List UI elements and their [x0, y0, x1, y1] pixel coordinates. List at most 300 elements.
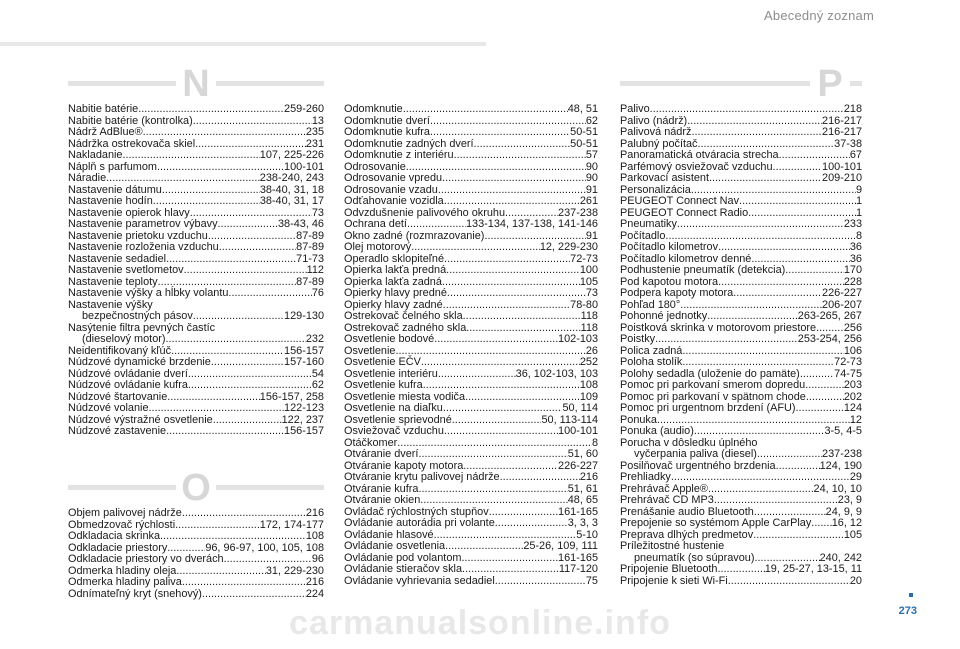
- entry-term: Preprava dlhých predmetov: [620, 528, 754, 541]
- entry-term: Prehliadky: [620, 471, 671, 483]
- entry-pages: 202: [843, 390, 862, 403]
- index-entry: [68, 508, 324, 520]
- entry-pages: 50, 113-114: [541, 413, 598, 426]
- entry-pages: 216: [579, 471, 598, 483]
- entry-pages: 12, 229-230: [539, 241, 598, 253]
- entry-pages: 3, 3, 3: [567, 517, 598, 529]
- entry-term: Prenášanie audio Bluetooth: [620, 505, 754, 518]
- dot-leader: [454, 150, 586, 162]
- index-entry: [344, 495, 598, 507]
- entry-term: Nastavenie sedadiel: [68, 252, 167, 265]
- entry-pages: 5-10: [576, 528, 598, 541]
- entry-pages: 50-51: [570, 137, 598, 150]
- entry-term: Odťahovanie vozidla: [344, 195, 444, 207]
- index-entry: [620, 518, 862, 530]
- entry-pages: 122, 237: [281, 413, 324, 426]
- index-entry: [620, 173, 862, 185]
- dot-leader: [714, 495, 838, 507]
- entry-pages: 72-73: [570, 252, 598, 265]
- dot-leader: [796, 403, 844, 415]
- dot-leader: [447, 288, 586, 300]
- entry-pages: 105: [843, 528, 862, 541]
- entry-pages: 102-103: [558, 333, 598, 345]
- index-entry: [68, 403, 324, 415]
- index-entry: [68, 150, 324, 162]
- entry-pages: 170: [843, 264, 862, 276]
- dot-leader: [175, 520, 260, 532]
- dot-leader: [691, 127, 822, 139]
- index-entry: [344, 219, 598, 231]
- dot-leader: [677, 219, 844, 231]
- entry-term: Nastavenie hodín: [68, 195, 153, 207]
- entry-pages: 237-238: [822, 448, 862, 460]
- dot-leader: [495, 518, 568, 530]
- dot-leader: [462, 564, 559, 576]
- entry-term: Nastavenie parametrov výbavy: [68, 218, 218, 230]
- entry-pages: 9: [855, 183, 862, 196]
- entry-term: Náplň s parfumom: [68, 160, 157, 173]
- entry-pages: 29: [849, 471, 862, 483]
- entry-pages: 100: [579, 264, 598, 276]
- dot-leader: [708, 484, 814, 496]
- entry-pages: 48, 65: [567, 494, 598, 506]
- entry-term: Núdzové dynamické brzdenie: [68, 356, 211, 368]
- entry-pages: 13: [311, 114, 324, 127]
- entry-term: Olej motorový: [344, 241, 412, 253]
- dot-leader: [757, 449, 822, 461]
- dot-leader: [411, 242, 540, 254]
- entry-term: Osvetlenie EČV: [344, 356, 421, 368]
- entry-pages: 62: [311, 379, 324, 391]
- dot-leader: [442, 173, 586, 185]
- entry-term: Prehrávač CD MP3: [620, 494, 714, 506]
- entry-term: Otáčkomer: [344, 436, 398, 449]
- index-entry: [68, 577, 324, 589]
- letter-n: N: [176, 64, 216, 104]
- entry-pages: 38-40, 31, 18: [259, 183, 324, 196]
- entry-term: vyčerpania paliva (diesel): [634, 448, 757, 460]
- entry-pages: 216-217: [822, 126, 862, 138]
- entry-term: Nádrž AdBlue®: [68, 126, 143, 138]
- index-entry: [344, 242, 598, 254]
- dot-leader: [193, 116, 312, 128]
- entry-pages: 1: [855, 195, 862, 207]
- entry-pages: 261: [579, 195, 598, 207]
- entry-pages: 51, 61: [567, 482, 598, 495]
- entry-term: Ochrana detí: [344, 218, 407, 230]
- entry-term: Osviežovač vzduchu: [344, 425, 444, 437]
- entry-pages: 157-160: [284, 356, 324, 368]
- entry-term: Osvetlenie na diaľku: [344, 402, 443, 414]
- entry-pages: 36: [849, 252, 862, 265]
- entry-term: Obmedzovač rýchlosti: [68, 518, 176, 531]
- entry-pages: 50-51: [570, 126, 598, 138]
- entry-term: Ovládanie stieračov skla: [344, 563, 463, 575]
- entry-pages: 50, 114: [562, 402, 598, 414]
- index-entry: [620, 196, 862, 208]
- dot-leader: [444, 196, 580, 208]
- index-entry: [620, 265, 862, 277]
- entry-pages: 100-101: [822, 160, 862, 173]
- entry-pages: 209-210: [822, 172, 862, 184]
- entry-pages: 216: [305, 576, 324, 588]
- entry-pages: 90: [585, 160, 598, 173]
- dot-leader: [442, 277, 580, 289]
- entry-term: Ostrekovač zadného skla: [344, 321, 467, 334]
- entry-pages: 48, 51: [567, 103, 598, 115]
- entry-term: (dieselový motor): [82, 333, 166, 345]
- entry-term: Poistková skrinka v motorovom priestore: [620, 321, 817, 334]
- entry-term: Odrosovanie vzadu: [344, 183, 438, 196]
- entry-pages: 156-157: [284, 425, 324, 437]
- dot-leader: [123, 150, 260, 162]
- entry-term: Núdzové volanie: [68, 402, 149, 414]
- entry-term: Osvetlenie interiéru: [344, 367, 438, 380]
- entry-pages: 256: [843, 321, 862, 334]
- entry-term: Núdzové ovládanie dverí: [68, 367, 188, 380]
- entry-pages: 129-130: [284, 310, 324, 322]
- entry-pages: 133-134, 137-138, 141-146: [465, 218, 598, 230]
- entry-term: Počítadlo: [620, 229, 666, 242]
- dot-leader: [718, 242, 850, 254]
- dot-leader: [709, 173, 822, 185]
- entry-pages: 36, 102-103, 103: [515, 367, 598, 380]
- dot-leader: [728, 576, 850, 588]
- entry-term: Posilňovač urgentného brzdenia: [620, 459, 776, 472]
- index-entry: [68, 196, 324, 208]
- entry-term: Nastavenie prietoku vzduchu: [68, 229, 208, 242]
- index-entry: [344, 104, 598, 116]
- entry-term: Núdzové výstražné osvetlenie: [68, 413, 213, 426]
- index-entry: [620, 311, 862, 323]
- dot-leader: [420, 495, 567, 507]
- entry-pages: 62: [585, 114, 598, 127]
- entry-term: Pohľad 180°: [620, 298, 681, 311]
- entry-term: Palubný počítač: [620, 137, 698, 150]
- entry-pages: 235: [305, 126, 324, 138]
- index-entry: [344, 288, 598, 300]
- dot-leader: [434, 334, 558, 346]
- entry-term: bezpečnostných pásov: [82, 310, 193, 322]
- entry-pages: 54: [311, 367, 324, 380]
- dot-leader: [443, 403, 563, 415]
- entry-pages: 224: [305, 587, 324, 600]
- index-entry: [344, 127, 598, 139]
- entry-pages: 117-120: [558, 563, 598, 575]
- entry-term: Odmerka hladiny paliva: [68, 576, 182, 588]
- entry-term: Podpera kapoty motora: [620, 287, 734, 299]
- entry-pages: 25-26, 109, 111: [523, 540, 598, 552]
- dot-leader: [776, 461, 820, 473]
- entry-pages: 118: [580, 321, 598, 334]
- dot-leader: [138, 104, 284, 116]
- dot-leader: [193, 311, 284, 323]
- dot-leader: [446, 265, 580, 277]
- entry-term: Pomoc pri parkovaní v spätnom chode: [620, 390, 806, 403]
- entry-pages: 240, 242: [819, 551, 862, 564]
- index-entry: [620, 449, 862, 461]
- dot-leader: [421, 357, 580, 369]
- index-entry: [620, 127, 862, 139]
- dot-leader: [397, 438, 592, 450]
- entry-term: Nakladanie: [68, 149, 123, 161]
- entry-pages: 259-260: [284, 103, 324, 115]
- entry-term: Ovládač rýchlostných stupňov: [344, 505, 489, 518]
- dot-leader: [106, 173, 260, 185]
- letter-heading-n: [68, 63, 324, 108]
- entry-term: Opierka lakťa zadná: [344, 275, 442, 288]
- entry-term: Odkladacie priestory vo dverách: [68, 553, 224, 565]
- index-entry: [620, 219, 862, 231]
- entry-pages: 31, 229-230: [265, 564, 324, 577]
- dot-leader: [149, 403, 285, 415]
- index-entry: [68, 173, 324, 185]
- index-entry: [68, 219, 324, 231]
- dot-leader: [682, 357, 834, 369]
- entry-term: Odomknutie dverí: [344, 114, 430, 127]
- entry-term: Pneumatiky: [620, 218, 677, 230]
- entry-term: Objem palivovej nádrže: [68, 507, 182, 519]
- page-dot: [909, 593, 913, 597]
- entry-term: Okno zadné (rozmrazovanie): [344, 229, 485, 242]
- entry-term: Odkladacie priestory: [68, 541, 168, 554]
- index-entry: [620, 242, 862, 254]
- entry-pages: 109: [579, 390, 598, 403]
- index-entry: [68, 265, 324, 277]
- entry-term: Odkladacia skrinka: [68, 530, 161, 542]
- entry-pages: 87-89: [296, 275, 324, 288]
- entry-term: Ovládanie vyhrievania sedadiel: [344, 574, 495, 587]
- entry-term: Osvetlenie bodové: [344, 333, 435, 345]
- entry-term: Osvetlenie kufra: [344, 379, 423, 391]
- entry-term: Poistky: [620, 333, 656, 345]
- entry-term: PEUGEOT Connect Nav: [620, 195, 740, 207]
- dot-leader: [176, 566, 266, 578]
- index-column-o: [68, 508, 324, 600]
- entry-pages: 38-40, 31, 17: [259, 195, 324, 207]
- index-entry: [620, 334, 862, 346]
- entry-term: Parkovací asistent: [620, 172, 709, 184]
- index-entry: [68, 311, 324, 323]
- entry-pages: 20: [849, 574, 862, 587]
- entry-pages: 67: [849, 149, 862, 161]
- dot-leader: [228, 288, 311, 300]
- entry-pages: 76: [311, 287, 324, 299]
- entry-term: Nastavenie výšky a hĺbky volantu: [68, 287, 229, 299]
- entry-pages: 161-165: [558, 505, 598, 518]
- entry-pages: 156-157: [284, 344, 324, 357]
- entry-term: Otváranie krytu palivovej nádrže: [344, 471, 500, 483]
- entry-term: Núdzové ovládanie kufra: [68, 379, 188, 391]
- entry-term: Ovládanie osvetlenia: [344, 540, 446, 552]
- entry-term: pneumatík (so súpravou): [634, 551, 755, 564]
- entry-pages: 232: [305, 333, 324, 345]
- entry-term: Opierky hlavy predné: [344, 287, 447, 299]
- index-entry: [68, 554, 324, 566]
- index-entry: [620, 380, 862, 392]
- entry-pages: 37-38: [834, 137, 862, 150]
- dot-leader: [418, 449, 567, 461]
- index-entry: [344, 576, 598, 588]
- entry-term: Odomknutie z interiéru: [344, 149, 454, 161]
- index-column-middle: [344, 104, 598, 587]
- entry-term: Ovládanie autorádia pri volante: [344, 517, 495, 529]
- entry-term: Neidentifikovaný kľúč: [68, 344, 172, 357]
- dot-leader: [650, 104, 844, 116]
- index-entry: [620, 104, 862, 116]
- dot-leader: [202, 589, 306, 601]
- entry-pages: 226-227: [558, 459, 598, 472]
- index-entry: [344, 564, 598, 576]
- entry-term: Odrosovanie vpredu: [344, 172, 443, 184]
- entry-pages: 72-73: [834, 356, 862, 368]
- dot-leader: [811, 518, 831, 530]
- entry-pages: 238-240, 243: [259, 172, 324, 184]
- dot-leader: [474, 139, 571, 151]
- entry-term: Pomoc pri urgentnom brzdení (AFU): [620, 402, 796, 414]
- index-entry: [68, 104, 324, 116]
- entry-pages: 57: [585, 149, 598, 161]
- entry-pages: 108: [579, 379, 598, 391]
- letter-heading-o: [68, 467, 324, 512]
- entry-term: Otváranie okien: [344, 494, 421, 506]
- entry-term: Pomoc pri parkovaní smerom dopredu: [620, 379, 806, 391]
- index-entry: [620, 288, 862, 300]
- entry-pages: 106: [843, 344, 862, 357]
- entry-pages: 3-5, 4-5: [824, 425, 862, 437]
- index-entry-heading: Porucha v dôsledku úplného: [620, 436, 758, 449]
- entry-term: Odomknutie: [344, 103, 403, 115]
- entry-term: Panoramatická otváracia strecha: [620, 149, 779, 161]
- entry-pages: 226-227: [822, 287, 862, 299]
- index-entry: [344, 265, 598, 277]
- entry-pages: 100-101: [558, 425, 598, 437]
- entry-pages: 253-254, 256: [797, 333, 862, 345]
- dot-leader: [184, 265, 307, 277]
- index-entry: [344, 426, 598, 438]
- dot-leader: [805, 380, 844, 392]
- entry-pages: 24, 9, 9: [825, 505, 862, 518]
- dot-leader: [153, 196, 260, 208]
- entry-term: Personalizácia: [620, 183, 691, 196]
- dot-leader: [445, 541, 523, 553]
- index-entry-heading: Nasýtenie filtra pevných častíc: [68, 321, 216, 334]
- index-entry: [344, 403, 598, 415]
- letter-p: P: [810, 64, 850, 104]
- entry-term: Nabitie batérie (kontrolka): [68, 114, 193, 127]
- entry-pages: 228: [843, 275, 862, 288]
- dot-leader: [785, 265, 844, 277]
- dot-leader: [452, 415, 542, 427]
- letter-heading-p: [620, 63, 862, 108]
- entry-term: Odrosovanie: [344, 160, 406, 173]
- entry-pages: 91: [585, 229, 598, 242]
- entry-pages: 51, 60: [567, 448, 598, 460]
- index-entry: [68, 531, 324, 543]
- entry-pages: 118: [580, 310, 598, 322]
- dot-leader: [166, 334, 306, 346]
- entry-term: Polohy sedadla (uloženie do pamäte): [620, 367, 800, 380]
- entry-pages: 75: [585, 574, 598, 587]
- dot-leader: [500, 472, 580, 484]
- entry-term: Otváranie dverí: [344, 448, 419, 460]
- entry-pages: 91: [585, 183, 598, 196]
- entry-pages: 107, 225-226: [259, 149, 324, 161]
- index-entry: [620, 576, 862, 588]
- index-entry-heading: Príležitostné hustenie: [620, 540, 725, 552]
- entry-term: Pod kapotou motora: [620, 275, 719, 288]
- index-entry: [68, 334, 324, 346]
- entry-term: Parfémový osviežovač vzduchu: [620, 160, 773, 173]
- entry-term: Nastavenie opierok hlavy: [68, 206, 190, 219]
- dot-leader: [182, 508, 306, 520]
- entry-term: Poloha stolík: [620, 356, 683, 368]
- dot-leader: [655, 334, 798, 346]
- dot-leader: [224, 554, 312, 566]
- dot-leader: [418, 484, 567, 496]
- dot-leader: [211, 357, 284, 369]
- entry-pages: 1: [855, 206, 862, 219]
- entry-term: Počítadlo kilometrov denné: [620, 252, 752, 265]
- entry-pages: 203: [843, 379, 862, 391]
- dot-leader: [143, 127, 306, 139]
- entry-pages: 216-217: [822, 114, 862, 127]
- entry-term: Odnímateľný kryt (snehový): [68, 587, 202, 600]
- entry-term: Palivová nádrž: [620, 126, 692, 138]
- dot-leader: [694, 426, 825, 438]
- entry-pages: 24, 10, 10: [813, 482, 862, 495]
- entry-pages: 233: [843, 218, 862, 230]
- dot-leader: [208, 231, 296, 243]
- dot-leader: [682, 346, 843, 358]
- entry-pages: 112: [306, 264, 324, 276]
- dot-leader: [438, 369, 516, 381]
- entry-term: Osvetlenie miesta vodiča: [344, 390, 466, 403]
- entry-pages: 263-265, 267: [797, 310, 862, 322]
- dot-leader: [219, 242, 296, 254]
- dot-leader: [739, 196, 856, 208]
- index-entry: [68, 426, 324, 438]
- entry-term: Palivo (nádrž): [620, 114, 688, 127]
- index-entry: [68, 589, 324, 601]
- index-entry-heading: Nastavenie výšky: [68, 298, 153, 311]
- index-entry: [68, 288, 324, 300]
- entry-pages: 16, 12: [831, 517, 862, 529]
- index-entry: [344, 150, 598, 162]
- entry-pages: 12: [849, 413, 862, 426]
- entry-term: Odmerka hladiny oleja: [68, 564, 177, 577]
- entry-term: Odvzdušnenie palivového okruhu: [344, 206, 506, 219]
- dot-leader: [461, 553, 558, 565]
- dot-leader: [423, 380, 580, 392]
- entry-term: Odomknutie zadných dverí: [344, 137, 474, 150]
- dot-leader: [188, 369, 312, 381]
- index-entry: [344, 311, 598, 323]
- entry-pages: 36: [849, 241, 862, 253]
- entry-term: Nastavenie rozloženia vzduchu: [68, 241, 219, 253]
- index-entry: [344, 380, 598, 392]
- entry-term: Opierky hlavy zadné: [344, 298, 443, 311]
- dot-leader: [213, 415, 282, 427]
- dot-leader: [403, 104, 568, 116]
- index-entry: [68, 127, 324, 139]
- index-entry: [68, 242, 324, 254]
- dot-leader: [407, 219, 466, 231]
- entry-pages: 172, 174-177: [259, 518, 324, 531]
- dot-leader: [748, 208, 856, 220]
- top-rule: [0, 42, 486, 46]
- dot-leader: [806, 392, 844, 404]
